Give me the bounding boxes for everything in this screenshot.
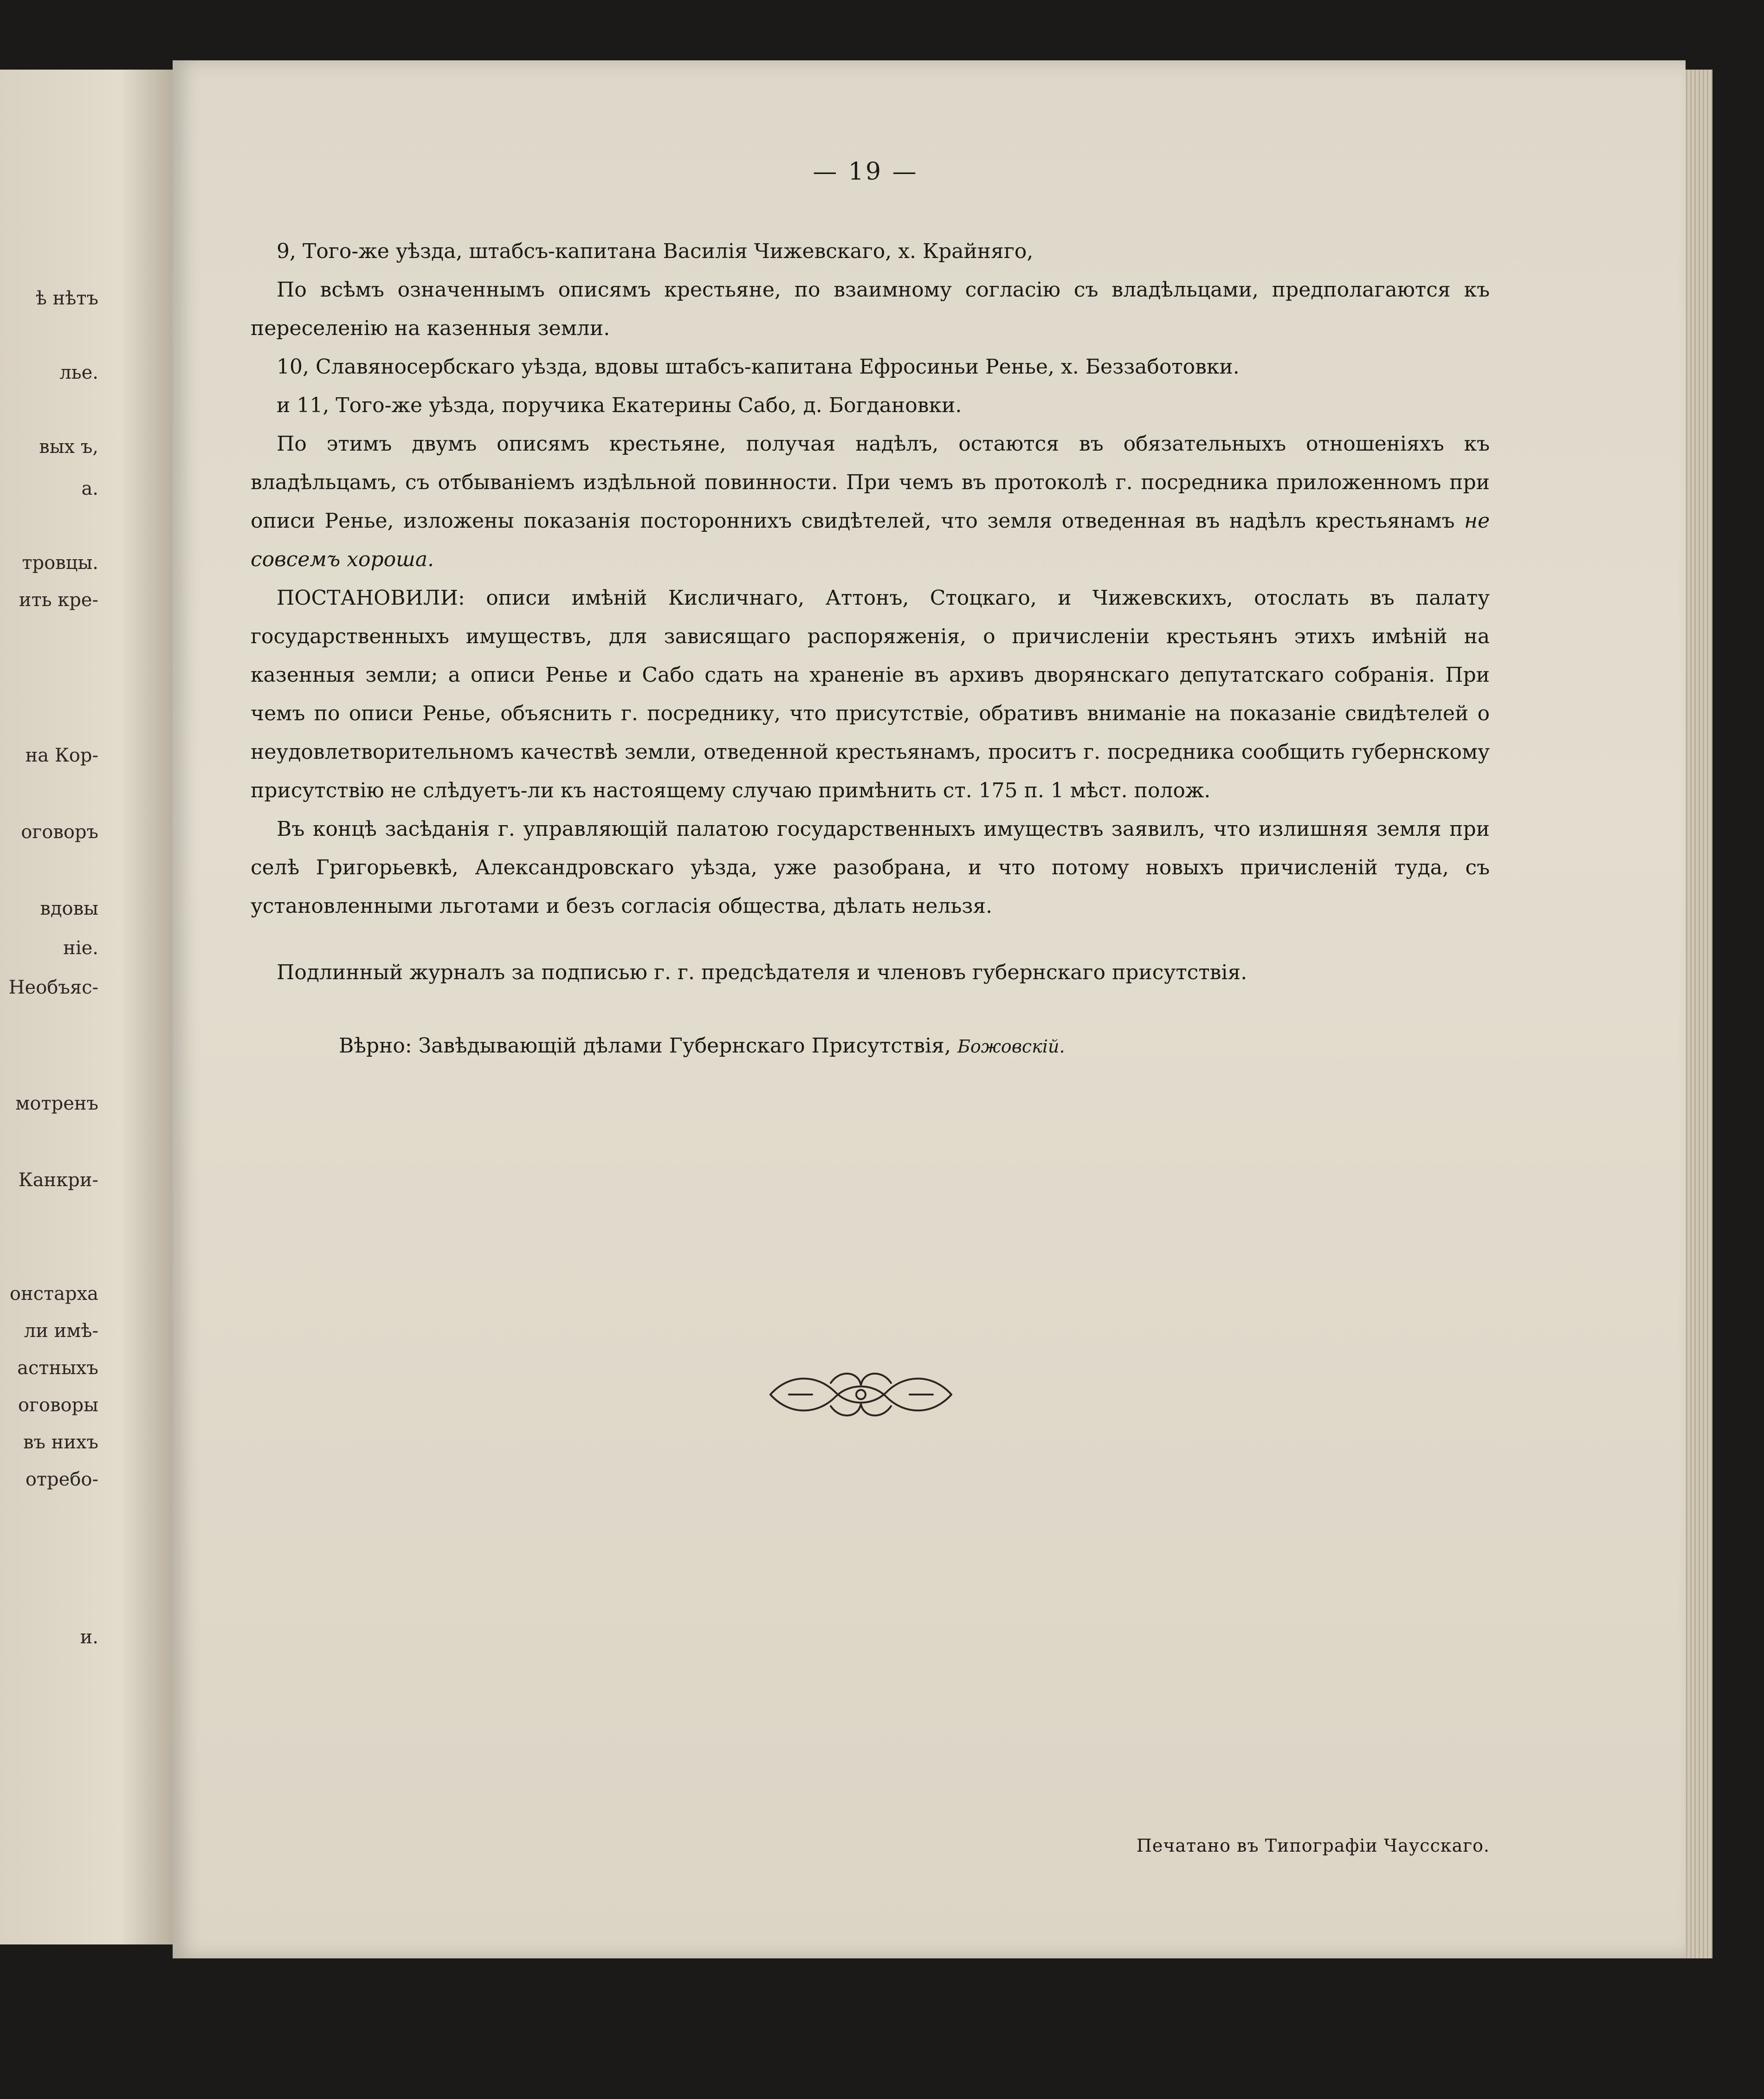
paragraph-resettlement: По всѣмъ означеннымъ описямъ крестьяне, по взаимному согласію съ владѣльцами, предполагаются къ переселенію на казенныя земли. bbox=[251, 278, 1490, 340]
page-number: — 19 — bbox=[813, 158, 918, 186]
left-page-line: ѣ нѣтъ bbox=[35, 288, 98, 309]
left-page-line: оговоръ bbox=[21, 821, 98, 843]
left-page-line: астныхъ bbox=[17, 1357, 98, 1379]
paragraph-item-11: и 11, Того-же уѣзда, поручика Екатерины Сабо, д. Богдановки. bbox=[277, 394, 962, 417]
obligations-text: По этимъ двумъ описямъ крестьяне, получая надѣлъ, остаются въ обязательныхъ отношеніяхъ къ владѣльцамъ, съ отбываніемъ издѣльной повинности. При чемъ въ протоколѣ г. посредника приложенномъ при описи Ренье, изложены показанія постороннихъ свидѣтелей, что земля отведенная въ надѣлъ крестьянамъ bbox=[251, 432, 1490, 533]
left-page-line: а. bbox=[81, 478, 98, 499]
signature: Божовскій. bbox=[957, 1036, 1065, 1057]
left-page bbox=[0, 70, 173, 1944]
left-page-line: вдовы bbox=[40, 898, 98, 919]
obligations-italic: не совсемъ хороша. bbox=[251, 509, 1490, 571]
left-page-line: ить кре- bbox=[19, 589, 98, 611]
left-page-line: и. bbox=[80, 1627, 98, 1648]
paragraph-obligations bbox=[251, 425, 1490, 579]
left-page-line: вых ъ, bbox=[39, 436, 98, 458]
left-page-line: Канкри- bbox=[18, 1169, 98, 1191]
journal-note: Подлинный журналъ за подписью г. г. предсѣдателя и членовъ губернскаго присутствія. bbox=[277, 961, 1247, 984]
paragraph-closing-statement: Въ концѣ засѣданія г. управляющій палатою государственныхъ имуществъ заявилъ, что излишняя земля при селѣ Григорьевкѣ, Александровскаго уѣзда, уже разобрана, и что потому новыхъ причисленій туда, съ установленными льготами и безъ согласія общества, дѣлать нельзя. bbox=[251, 817, 1490, 918]
printer-imprint: Печатано въ Типографіи Чаусскаго. bbox=[1136, 1835, 1490, 1856]
left-page-line: ніе. bbox=[63, 937, 98, 959]
left-page-line: лье. bbox=[59, 362, 98, 383]
left-page-line: ли имѣ- bbox=[24, 1320, 98, 1342]
left-page-line: на Кор- bbox=[25, 745, 98, 766]
paragraph-item-9: 9, Того-же уѣзда, штабсъ-капитана Василія Чижевскаго, х. Крайняго, bbox=[277, 239, 1034, 263]
left-page-line: тровцы. bbox=[22, 552, 98, 574]
left-page-line: оговоры bbox=[18, 1395, 98, 1416]
certification-line bbox=[251, 1027, 1490, 1066]
document-body bbox=[251, 232, 1490, 1066]
paragraph-resolution: ПОСТАНОВИЛИ: описи имѣній Кисличнаго, Аттонъ, Стоцкаго, и Чижевскихъ, отослать въ палату государственныхъ имуществъ, для зависящаго распоряженія, о причисленіи крестьянъ этихъ имѣній на казенныя земли; а описи Ренье и Сабо сдать на храненіе въ архивъ дворянскаго депутатскаго собранія. При чемъ по описи Ренье, объяснить г. посреднику, что присутствіе, обративъ вниманіе на показаніе свидѣтелей о неудовлетворительномъ качествѣ земли, отведенной крестьянамъ, проситъ г. посредника сообщить губернскому присутствію не слѣдуетъ-ли къ настоящему случаю примѣнить ст. 175 п. 1 мѣст. полож. bbox=[251, 586, 1490, 802]
paragraph-item-10: 10, Славяносербскаго уѣзда, вдовы штабсъ-капитана Ефросиньи Ренье, х. Беззаботовки. bbox=[277, 355, 1240, 379]
left-page-line: въ нихъ bbox=[23, 1432, 98, 1453]
certification-text: Вѣрно: Завѣдывающій дѣлами Губернскаго Присутствія, bbox=[339, 1034, 951, 1058]
left-page-line: онстарха bbox=[9, 1283, 98, 1305]
left-page-line: мотренъ bbox=[15, 1093, 98, 1114]
flourish-ornament-icon bbox=[761, 1364, 961, 1425]
left-page-line: отребо- bbox=[25, 1469, 98, 1490]
left-page-line: Необъяс- bbox=[8, 977, 98, 998]
